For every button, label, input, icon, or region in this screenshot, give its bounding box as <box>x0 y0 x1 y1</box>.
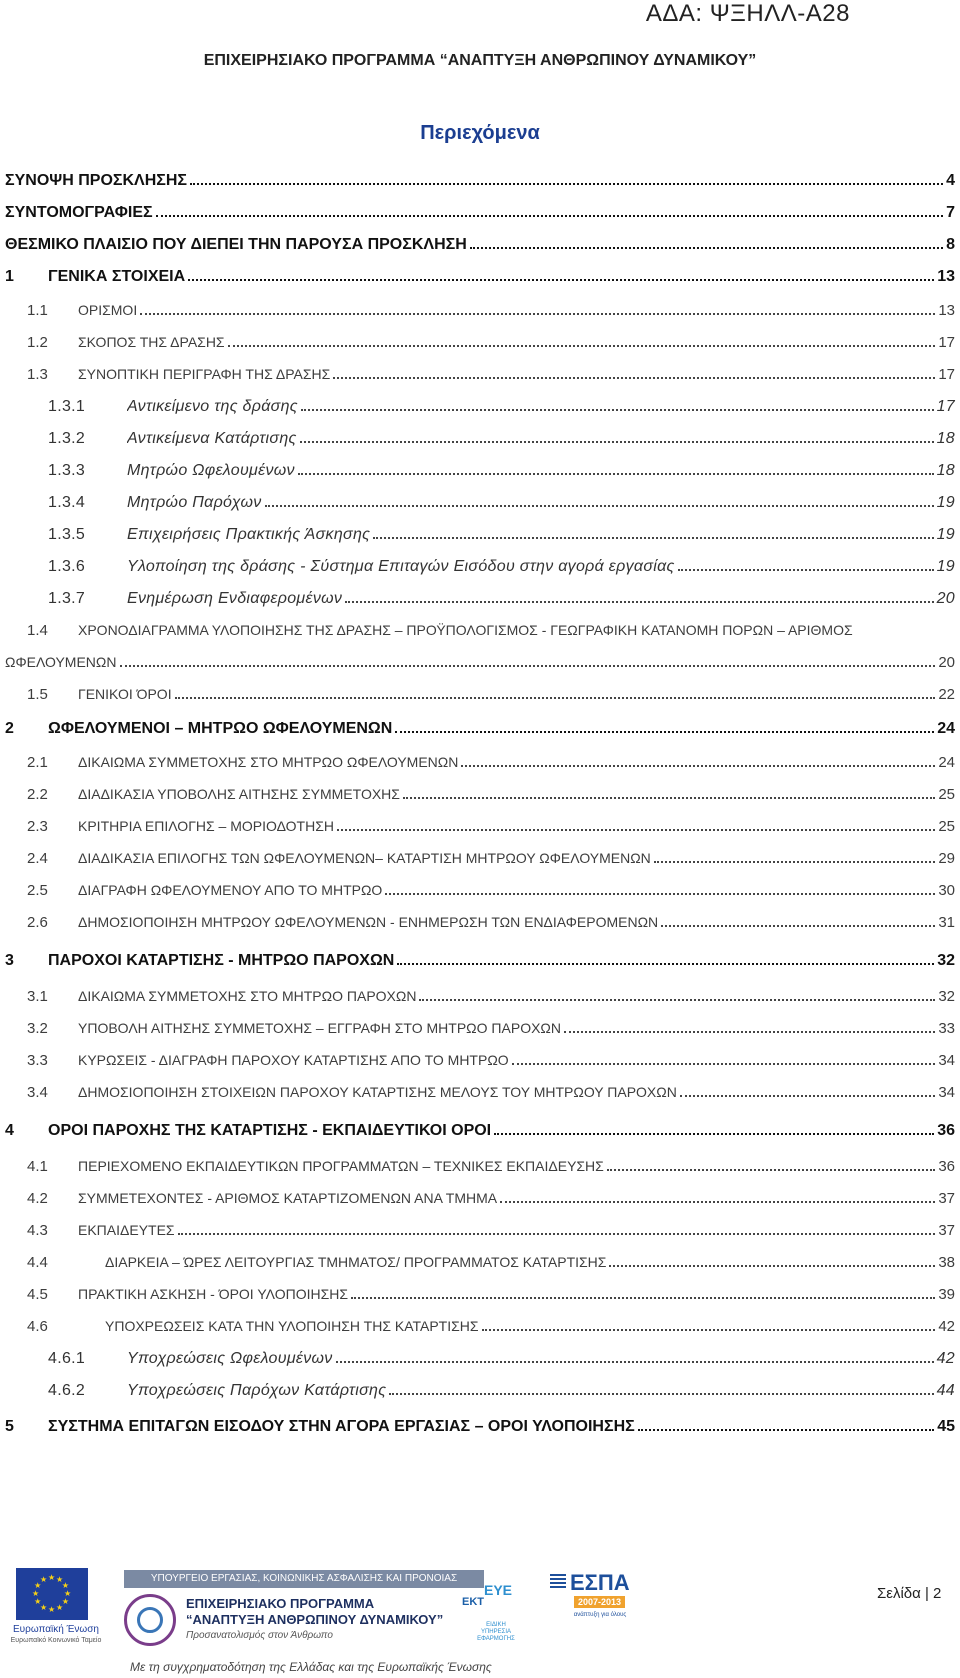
toc-entry[interactable] <box>27 850 955 868</box>
toc-entry[interactable] <box>27 686 955 704</box>
toc-entry[interactable] <box>5 204 955 222</box>
eu-caption <box>8 1624 104 1646</box>
toc-entry[interactable] <box>27 302 955 320</box>
toc-entry-page: 4 <box>946 172 955 189</box>
toc-dot-leader <box>373 537 933 539</box>
op-logo <box>124 1590 454 1650</box>
toc-entry-title: Επιχειρήσεις Πρακτικής Άσκησης <box>127 526 371 543</box>
toc-entry-page: 29 <box>938 850 955 867</box>
ada-code: ΑΔΑ: ΨΞΗΛΛ-Α28 <box>645 0 850 27</box>
toc-entry-number: 4.5 <box>27 1286 48 1303</box>
eye-subtitle: ΕΙΔΙΚΗ ΥΠΗΡΕΣΙΑ ΕΦΑΡΜΟΓΗΣ <box>477 1622 515 1642</box>
toc-entry-number: 5 <box>5 1418 14 1435</box>
toc-dot-leader <box>120 665 936 667</box>
toc-entry-title: ΔΙΑΔΙΚΑΣΙΑ ΕΠΙΛΟΓΗΣ ΤΩΝ ΩΦΕΛΟΥΜΕΝΩΝ– ΚΑΤΑΡΤΙΣΗ ΜΗΤΡΩΟΥ ΩΦΕΛΟΥΜΕΝΩΝ <box>78 850 651 866</box>
toc-entry-number: 2.4 <box>27 850 48 867</box>
eu-star-icon: ★ <box>40 1575 48 1585</box>
toc-dot-leader <box>345 601 933 603</box>
toc-dot-leader <box>564 1031 935 1033</box>
toc-entry-number: 4.4 <box>27 1254 48 1271</box>
toc-dot-leader <box>301 409 934 411</box>
toc-entry-number: 4 <box>5 1122 14 1139</box>
toc-entry[interactable] <box>48 1350 955 1368</box>
toc-entry-page: 17 <box>938 366 955 383</box>
toc-entry-title: ΠΕΡΙΕΧΟΜΕΝΟ ΕΚΠΑΙΔΕΥΤΙΚΩΝ ΠΡΟΓΡΑΜΜΑΤΩΝ – ΤΕΧΝΙΚΕΣ ΕΚΠΑΙΔΕΥΣΗΣ <box>78 1158 604 1174</box>
toc-dot-leader <box>265 505 934 507</box>
espa-logo <box>550 1570 650 1630</box>
toc-entry-title: ΩΦΕΛΟΥΜΕΝΟΙ – ΜΗΤΡΩΟ ΩΦΕΛΟΥΜΕΝΩΝ <box>48 720 393 737</box>
toc-entry[interactable] <box>5 172 955 190</box>
toc-entry-page: 13 <box>938 302 955 319</box>
toc-entry[interactable] <box>27 988 955 1006</box>
toc-entry[interactable] <box>27 1222 955 1240</box>
toc-entry[interactable] <box>48 558 955 576</box>
toc-entry-number: 2.6 <box>27 914 48 931</box>
toc-entry-page: 24 <box>938 754 955 771</box>
toc-entry-page: 25 <box>938 818 955 835</box>
toc-entry-number: 1 <box>5 268 14 285</box>
eu-star-icon: ★ <box>34 1581 42 1590</box>
toc-entry[interactable] <box>27 818 955 836</box>
toc-entry-number: 4.6.2 <box>48 1382 86 1399</box>
toc-entry[interactable] <box>27 1020 955 1038</box>
toc-entry-title: ΓΕΝΙΚΑ ΣΤΟΙΧΕΙΑ <box>48 268 186 285</box>
toc-entry-title: ΟΡΙΣΜΟΙ <box>78 302 138 318</box>
eu-star-icon: ★ <box>48 1605 56 1614</box>
toc-entry-page: 37 <box>938 1190 955 1207</box>
toc-entry-title: ΣΥΜΜΕΤΕΧΟΝΤΕΣ - ΑΡΙΘΜΟΣ ΚΑΤΑΡΤΙΖΟΜΕΝΩΝ ΑΝΑ ΤΜΗΜΑ <box>78 1190 498 1206</box>
compass-icon <box>124 1594 176 1646</box>
toc-entry-page: 37 <box>938 1222 955 1239</box>
eu-star-icon: ★ <box>56 1575 64 1585</box>
toc-entry[interactable] <box>27 914 955 932</box>
toc-dot-leader <box>419 999 935 1001</box>
toc-entry-page: 20 <box>936 590 955 607</box>
toc-dot-leader <box>638 1429 934 1431</box>
toc-entry-number: 2.1 <box>27 754 48 771</box>
toc-entry-page: 19 <box>936 526 955 543</box>
ministry-banner: ΥΠΟΥΡΓΕΙΟ ΕΡΓΑΣΙΑΣ, ΚΟΙΝΩΝΙΚΗΣ ΑΣΦΑΛΙΣΗΣ ΚΑΙ ΠΡΟΝΟΙΑΣ <box>124 1570 484 1588</box>
toc-entry-number: 2.5 <box>27 882 48 899</box>
cofunding-note: Με τη συγχρηματοδότηση της Ελλάδας και της Ευρωπαϊκής Ένωσης <box>130 1660 492 1674</box>
toc-dot-leader <box>228 345 936 347</box>
toc-entry-title: ΣΥΣΤΗΜΑ ΕΠΙΤΑΓΩΝ ΕΙΣΟΔΟΥ ΣΤΗΝ ΑΓΟΡΑ ΕΡΓΑΣΙΑΣ – ΟΡΟΙ ΥΛΟΠΟΙΗΣΗΣ <box>48 1418 635 1435</box>
toc-entry-title: ΔΙΑΓΡΑΦΗ ΩΦΕΛΟΥΜΕΝΟΥ ΑΠΟ ΤΟ ΜΗΤΡΩΟ <box>78 882 383 898</box>
program-title: ΕΠΙΧΕΙΡΗΣΙΑΚΟ ΠΡΟΓΡΑΜΜΑ “ΑΝΑΠΤΥΞΗ ΑΝΘΡΩΠΙΝΟΥ ΔΥΝΑΜΙΚΟΥ” <box>203 52 757 69</box>
toc-entry-page: 38 <box>938 1254 955 1271</box>
toc-dot-leader <box>175 697 936 699</box>
toc-entry[interactable] <box>48 430 955 448</box>
toc-entry-number: 4.6.1 <box>48 1350 86 1367</box>
toc-entry-page: 30 <box>938 882 955 899</box>
toc-entry-page: 18 <box>936 430 955 447</box>
toc-entry-title: ΣΥΝΤΟΜΟΓΡΑΦΙΕΣ <box>5 204 153 221</box>
toc-entry[interactable] <box>5 720 955 738</box>
toc-entry-number: 3.4 <box>27 1084 48 1101</box>
toc-entry-page: 7 <box>946 204 955 221</box>
toc-entry-title: Υποχρεώσεις Ωφελουμένων <box>127 1350 333 1367</box>
toc-entry-title: Ενημέρωση Ενδιαφερομένων <box>127 590 343 607</box>
toc-entry[interactable] <box>27 1158 955 1176</box>
toc-entry[interactable] <box>27 1084 955 1102</box>
toc-entry-page: 19 <box>936 494 955 511</box>
toc-entry-title: ΣΚΟΠΟΣ ΤΗΣ ΔΡΑΣΗΣ <box>78 334 225 350</box>
toc-dot-leader <box>397 963 934 965</box>
toc-dot-leader <box>298 473 934 475</box>
toc-entry-page: 13 <box>937 268 955 285</box>
toc-entry-number: 1.3.4 <box>48 494 86 511</box>
toc-dot-leader <box>389 1393 933 1395</box>
espa-subtitle: ανάπτυξη για όλους <box>573 1612 627 1618</box>
espa-mark: ΕΣΠΑ <box>570 1570 630 1595</box>
espa-years: 2007-2013 <box>574 1596 625 1608</box>
toc-entry[interactable] <box>5 1122 955 1140</box>
toc-entry-title: ΔΙΚΑΙΩΜΑ ΣΥΜΜΕΤΟΧΗΣ ΣΤΟ ΜΗΤΡΩΟ ΠΑΡΟΧΩΝ <box>78 988 417 1004</box>
toc-entry-number: 3.1 <box>27 988 48 1005</box>
toc-entry-page: 24 <box>937 720 955 737</box>
toc-entry-number: 2.3 <box>27 818 48 835</box>
toc-dot-leader <box>512 1063 936 1065</box>
toc-entry-number: 3.3 <box>27 1052 48 1069</box>
toc-entry[interactable] <box>27 1052 955 1070</box>
toc-entry-page: 18 <box>936 462 955 479</box>
eu-star-icon: ★ <box>34 1597 42 1606</box>
toc-entry-page: 36 <box>938 1158 955 1175</box>
toc-entry-title: Υποχρεώσεις Παρόχων Κατάρτισης <box>127 1382 387 1399</box>
toc-entry-number: 3.2 <box>27 1020 48 1037</box>
toc-entry-number: 1.2 <box>27 334 48 351</box>
toc-entry-title: Αντικείμενα Κατάρτισης <box>127 430 297 447</box>
eye-mark: ΕΥΕ <box>484 1582 513 1598</box>
toc-entry-title: ΚΡΙΤΗΡΙΑ ΕΠΙΛΟΓΗΣ – ΜΟΡΙΟΔΟΤΗΣΗ <box>78 818 334 834</box>
toc-entry-title: ΔΙΚΑΙΩΜΑ ΣΥΜΜΕΤΟΧΗΣ ΣΤΟ ΜΗΤΡΩΟ ΩΦΕΛΟΥΜΕΝΩΝ <box>78 754 459 770</box>
toc-entry-page: 45 <box>937 1418 955 1435</box>
toc-entry-page: 34 <box>938 1052 955 1069</box>
toc-entry[interactable] <box>27 1190 955 1208</box>
toc-entry-number: 4.1 <box>27 1158 48 1175</box>
toc-entry-title: Αντικείμενο της δράσης <box>127 398 298 415</box>
contents-title: Περιεχόμενα <box>420 122 540 144</box>
toc-entry-page: 32 <box>938 988 955 1005</box>
toc-entry-title: ΕΚΠΑΙΔΕΥΤΕΣ <box>78 1222 175 1238</box>
toc-entry[interactable] <box>5 1418 955 1436</box>
toc-entry-title: ΧΡΟΝΟΔΙΑΓΡΑΜΜΑ ΥΛΟΠΟΙΗΣΗΣ ΤΗΣ ΔΡΑΣΗΣ – ΠΡΟΫΠΟΛΟΓΙΣΜΟΣ - ΓΕΩΓΡΑΦΙΚΗ ΚΑΤΑΝΟΜΗ ΠΟΡΩΝ – ΑΡΙΘΜΟΣ <box>78 622 853 638</box>
toc-entry-title: ΔΙΑΡΚΕΙΑ – ΏΡΕΣ ΛΕΙΤΟΥΡΓΙΑΣ ΤΜΗΜΑΤΟΣ/ ΠΡΟΓΡΑΜΜΑΤΟΣ ΚΑΤΑΡΤΙΣΗΣ <box>105 1254 607 1270</box>
toc-entry-title: ΟΡΟΙ ΠΑΡΟΧΗΣ ΤΗΣ ΚΑΤΑΡΤΙΣΗΣ - ΕΚΠΑΙΔΕΥΤΙΚΟΙ ΟΡΟΙ <box>48 1122 492 1139</box>
toc-dot-leader <box>609 1265 935 1267</box>
toc-entry-number: 3 <box>5 952 14 969</box>
op-logo-tagline: Προσανατολισμός στον Άνθρωπο <box>186 1630 333 1641</box>
toc-entry-page: 32 <box>937 952 955 969</box>
eu-fund-name: Ευρωπαϊκό Κοινωνικό Ταμείο <box>10 1637 102 1644</box>
toc-entry-title: Υλοποίηση της δράσης - Σύστημα Επιταγών Εισόδου στην αγορά εργασίας <box>127 558 675 575</box>
op-logo-line2: “ΑΝΑΠΤΥΞΗ ΑΝΘΡΩΠΙΝΟΥ ΔΥΝΑΜΙΚΟΥ” <box>186 1612 444 1627</box>
eu-star-icon: ★ <box>32 1589 40 1598</box>
toc-entry[interactable] <box>27 786 955 804</box>
toc-entry-page: 22 <box>938 686 955 703</box>
toc-entry-number: 1.3 <box>27 366 48 383</box>
toc-entry[interactable] <box>27 366 955 384</box>
toc-dot-leader <box>607 1169 935 1171</box>
toc-entry-page: 8 <box>946 236 955 253</box>
toc-entry-number: 2.2 <box>27 786 48 803</box>
toc-entry-title: ΣΥΝΟΨΗ ΠΡΟΣΚΛΗΣΗΣ <box>5 172 188 189</box>
toc-dot-leader <box>482 1329 936 1331</box>
toc-dot-leader <box>461 765 935 767</box>
toc-entry-page: 42 <box>938 1318 955 1335</box>
toc-entry[interactable] <box>48 1382 955 1400</box>
page-number: Σελίδα | 2 <box>877 1585 942 1602</box>
toc-entry-number: 4.6 <box>27 1318 48 1335</box>
toc-entry[interactable] <box>48 494 955 512</box>
toc-entry-page: 33 <box>938 1020 955 1037</box>
toc-entry-page: 19 <box>936 558 955 575</box>
footer <box>0 1560 960 1678</box>
toc-entry-number: 1.3.1 <box>48 398 86 415</box>
toc-entry[interactable] <box>27 622 955 639</box>
toc-dot-leader <box>140 313 935 315</box>
toc-entry-title: ΔΙΑΔΙΚΑΣΙΑ ΥΠΟΒΟΛΗΣ ΑΙΤΗΣΗΣ ΣΥΜΜΕΤΟΧΗΣ <box>78 786 400 802</box>
toc-dot-leader <box>661 925 935 927</box>
eu-star-icon: ★ <box>56 1602 64 1612</box>
toc-entry-title: ΩΦΕΛΟΥΜΕΝΩΝ <box>5 654 117 670</box>
toc-entry-number: 1.3.5 <box>48 526 86 543</box>
toc-entry-title: ΔΗΜΟΣΙΟΠΟΙΗΣΗ ΣΤΟΙΧΕΙΩΝ ΠΑΡΟΧΟΥ ΚΑΤΑΡΤΙΣΗΣ ΜΕΛΟΥΣ ΤΟΥ ΜΗΤΡΩΟΥ ΠΑΡΟΧΩΝ <box>78 1084 677 1100</box>
toc-dot-leader <box>188 279 934 281</box>
toc-entry-title: ΘΕΣΜΙΚΟ ΠΛΑΙΣΙΟ ΠΟΥ ΔΙΕΠΕΙ ΤΗΝ ΠΑΡΟΥΣΑ ΠΡΟΣΚΛΗΣΗ <box>5 236 467 253</box>
toc-entry-page: 25 <box>938 786 955 803</box>
toc-dot-leader <box>351 1297 935 1299</box>
toc-entry-title: Μητρώο Παρόχων <box>127 494 262 511</box>
eu-star-icon: ★ <box>61 1581 70 1590</box>
toc-dot-leader <box>336 1361 934 1363</box>
ekt-eye-logo <box>462 1578 520 1646</box>
toc-entry-number: 1.3.3 <box>48 462 86 479</box>
toc-entry-page: 42 <box>936 1350 955 1367</box>
toc-dot-leader <box>337 829 935 831</box>
toc-dot-leader <box>654 861 936 863</box>
toc-entry-number: 1.3.2 <box>48 430 86 447</box>
toc-entry[interactable] <box>48 398 955 416</box>
toc-entry[interactable] <box>5 952 955 970</box>
toc-entry-title: ΠΡΑΚΤΙΚΗ ΑΣΚΗΣΗ - ΌΡΟΙ ΥΛΟΠΟΙΗΣΗΣ <box>78 1286 348 1302</box>
toc-entry[interactable] <box>48 526 955 544</box>
toc-entry-title: ΥΠΟΒΟΛΗ ΑΙΤΗΣΗΣ ΣΥΜΜΕΤΟΧΗΣ – ΕΓΓΡΑΦΗ ΣΤΟ ΜΗΤΡΩΟ ΠΑΡΟΧΩΝ <box>78 1020 561 1036</box>
eu-star-icon: ★ <box>40 1602 48 1612</box>
op-logo-line1: ΕΠΙΧΕΙΡΗΣΙΑΚΟ ΠΡΟΓΡΑΜΜΑ <box>186 1596 375 1611</box>
toc-entry-page: 31 <box>938 914 955 931</box>
toc-entry-page: 44 <box>936 1382 955 1399</box>
toc-entry-title: Μητρώο Ωφελουμένων <box>127 462 295 479</box>
toc-entry[interactable] <box>27 1254 955 1272</box>
ekt-mark: ΕΚΤ <box>462 1596 484 1608</box>
eu-name: Ευρωπαϊκή Ένωση <box>13 1624 99 1635</box>
toc-entry-page: 34 <box>938 1084 955 1101</box>
toc-entry-number: 4.3 <box>27 1222 48 1239</box>
toc-dot-leader <box>300 441 934 443</box>
toc-dot-leader <box>178 1233 936 1235</box>
toc-entry[interactable] <box>5 268 955 286</box>
toc-entry[interactable] <box>5 236 955 254</box>
toc-dot-leader <box>385 893 935 895</box>
toc-entry[interactable] <box>27 334 955 352</box>
toc-entry-page: 36 <box>937 1122 955 1139</box>
toc-entry-number: 1.5 <box>27 686 48 703</box>
toc-entry[interactable] <box>27 1318 955 1336</box>
toc-dot-leader <box>680 1095 935 1097</box>
toc-dot-leader <box>395 731 934 733</box>
toc-entry-number: 1.4 <box>27 622 48 639</box>
eu-star-icon: ★ <box>48 1573 56 1582</box>
toc-entry-page: 17 <box>936 398 955 415</box>
toc-entry[interactable] <box>5 654 955 672</box>
toc-dot-leader <box>470 247 943 249</box>
toc-entry-number: 2 <box>5 720 14 737</box>
toc-dot-leader <box>156 215 943 217</box>
toc-dot-leader <box>678 569 934 571</box>
toc-entry-number: 1.1 <box>27 302 48 319</box>
toc-entry[interactable] <box>48 462 955 480</box>
toc-entry-title: ΥΠΟΧΡΕΩΣΕΙΣ ΚΑΤΑ ΤΗΝ ΥΛΟΠΟΙΗΣΗ ΤΗΣ ΚΑΤΑΡΤΙΣΗΣ <box>105 1318 479 1334</box>
toc-entry-number: 4.2 <box>27 1190 48 1207</box>
toc-entry[interactable] <box>27 882 955 900</box>
eu-star-icon: ★ <box>64 1589 72 1598</box>
toc-entry-page: 20 <box>938 654 955 671</box>
toc-dot-leader <box>494 1133 934 1135</box>
toc-dot-leader <box>190 183 943 185</box>
toc-entry-title: ΚΥΡΩΣΕΙΣ - ΔΙΑΓΡΑΦΗ ΠΑΡΟΧΟΥ ΚΑΤΑΡΤΙΣΗΣ ΑΠΟ ΤΟ ΜΗΤΡΩΟ <box>78 1052 509 1068</box>
toc-entry-title: ΓΕΝΙΚΟΙ ΌΡΟΙ <box>78 686 172 702</box>
toc-entry-page: 17 <box>938 334 955 351</box>
toc-dot-leader <box>403 797 935 799</box>
toc-dot-leader <box>500 1201 935 1203</box>
toc-entry-title: ΠΑΡΟΧΟΙ ΚΑΤΑΡΤΙΣΗΣ - ΜΗΤΡΩΟ ΠΑΡΟΧΩΝ <box>48 952 395 969</box>
toc-dot-leader <box>333 377 935 379</box>
toc-entry-page: 39 <box>938 1286 955 1303</box>
toc-entry[interactable] <box>48 590 955 608</box>
eu-flag-icon <box>16 1568 88 1620</box>
toc-entry-title: ΣΥΝΟΠΤΙΚΗ ΠΕΡΙΓΡΑΦΗ ΤΗΣ ΔΡΑΣΗΣ <box>78 366 331 382</box>
toc-entry[interactable] <box>27 754 955 772</box>
greek-flag-icon <box>550 1574 566 1588</box>
eu-star-icon: ★ <box>61 1597 70 1606</box>
toc-entry-number: 1.3.7 <box>48 590 86 607</box>
toc-entry-number: 1.3.6 <box>48 558 86 575</box>
toc-entry-title: ΔΗΜΟΣΙΟΠΟΙΗΣΗ ΜΗΤΡΩΟΥ ΩΦΕΛΟΥΜΕΝΩΝ - ΕΝΗΜΕΡΩΣΗ ΤΩΝ ΕΝΔΙΑΦΕΡΟΜΕΝΩΝ <box>78 914 659 930</box>
toc-entry[interactable] <box>27 1286 955 1304</box>
